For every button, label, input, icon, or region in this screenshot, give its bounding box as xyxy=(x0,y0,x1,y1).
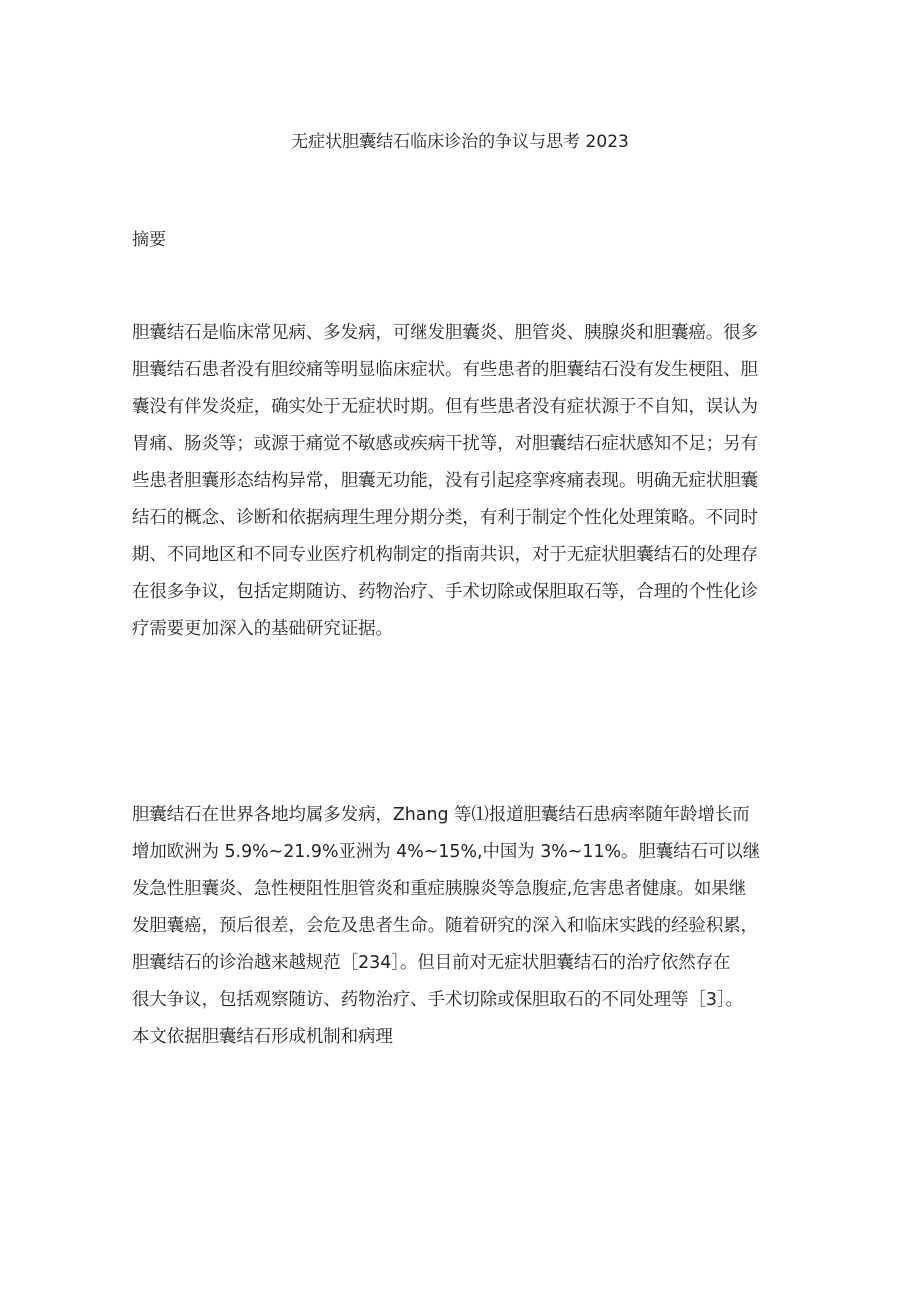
body-paragraph xyxy=(132,797,804,1056)
paragraph-line: 发急性胆囊炎、急性梗阻性胆管炎和重症胰腺炎等急腹症,危害患者健康。如果继 xyxy=(132,879,747,899)
paragraph-line: 胃痛、肠炎等；或源于痛觉不敏感或疾病干扰等，对胆囊结石症状感知不足；另有 xyxy=(132,434,759,454)
paragraph-line: 囊没有伴发炎症，确实处于无症状时期。但有些患者没有症状源于不自知，误认为 xyxy=(132,397,759,417)
abstract-heading: 摘要 xyxy=(132,230,166,250)
paragraph-line: 期、不同地区和不同专业医疗机构制定的指南共识，对于无症状胆囊结石的处理存 xyxy=(132,545,759,565)
paragraph-line: 在很多争议，包括定期随访、药物治疗、手术切除或保胆取石等，合理的个性化诊 xyxy=(132,582,759,602)
paragraph-line: 胆囊结石的诊治越来越规范［234］。但目前对无症状胆囊结石的治疗依然存在 xyxy=(132,953,731,973)
document-title: 无症状胆囊结石临床诊治的争议与思考 2023 xyxy=(291,132,629,152)
paragraph-line: 本文依据胆囊结石形成机制和病理 xyxy=(132,1027,393,1047)
paragraph-line: 疗需要更加深入的基础研究证据。 xyxy=(132,619,393,639)
paragraph-line: 很大争议，包括观察随访、药物治疗、手术切除或保胆取石的不同处理等［3］。 xyxy=(132,990,744,1010)
paragraph-line: 增加欧洲为 5.9%~21.9%亚洲为 4%~15%,中国为 3%~11%。胆囊结石可以继 xyxy=(132,842,761,862)
paragraph-line: 胆囊结石患者没有胆绞痛等明显临床症状。有些患者的胆囊结石没有发生梗阻、胆 xyxy=(132,360,759,380)
paragraph-line: 些患者胆囊形态结构异常，胆囊无功能，没有引起痉挛疼痛表现。明确无症状胆囊 xyxy=(132,471,759,491)
paragraph-line: 发胆囊癌，预后很差，会危及患者生命。随着研究的深入和临床实践的经验积累， xyxy=(132,916,759,936)
paragraph-line: 胆囊结石在世界各地均属多发病，Zhang 等⑴报道胆囊结石患病率随年龄增长而 xyxy=(132,805,750,825)
abstract-paragraph xyxy=(132,315,804,648)
paragraph-line: 结石的概念、诊断和依据病理生理分期分类，有利于制定个性化处理策略。不同时 xyxy=(132,508,759,528)
paragraph-line: 胆囊结石是临床常见病、多发病，可继发胆囊炎、胆管炎、胰腺炎和胆囊癌。很多 xyxy=(132,323,759,343)
